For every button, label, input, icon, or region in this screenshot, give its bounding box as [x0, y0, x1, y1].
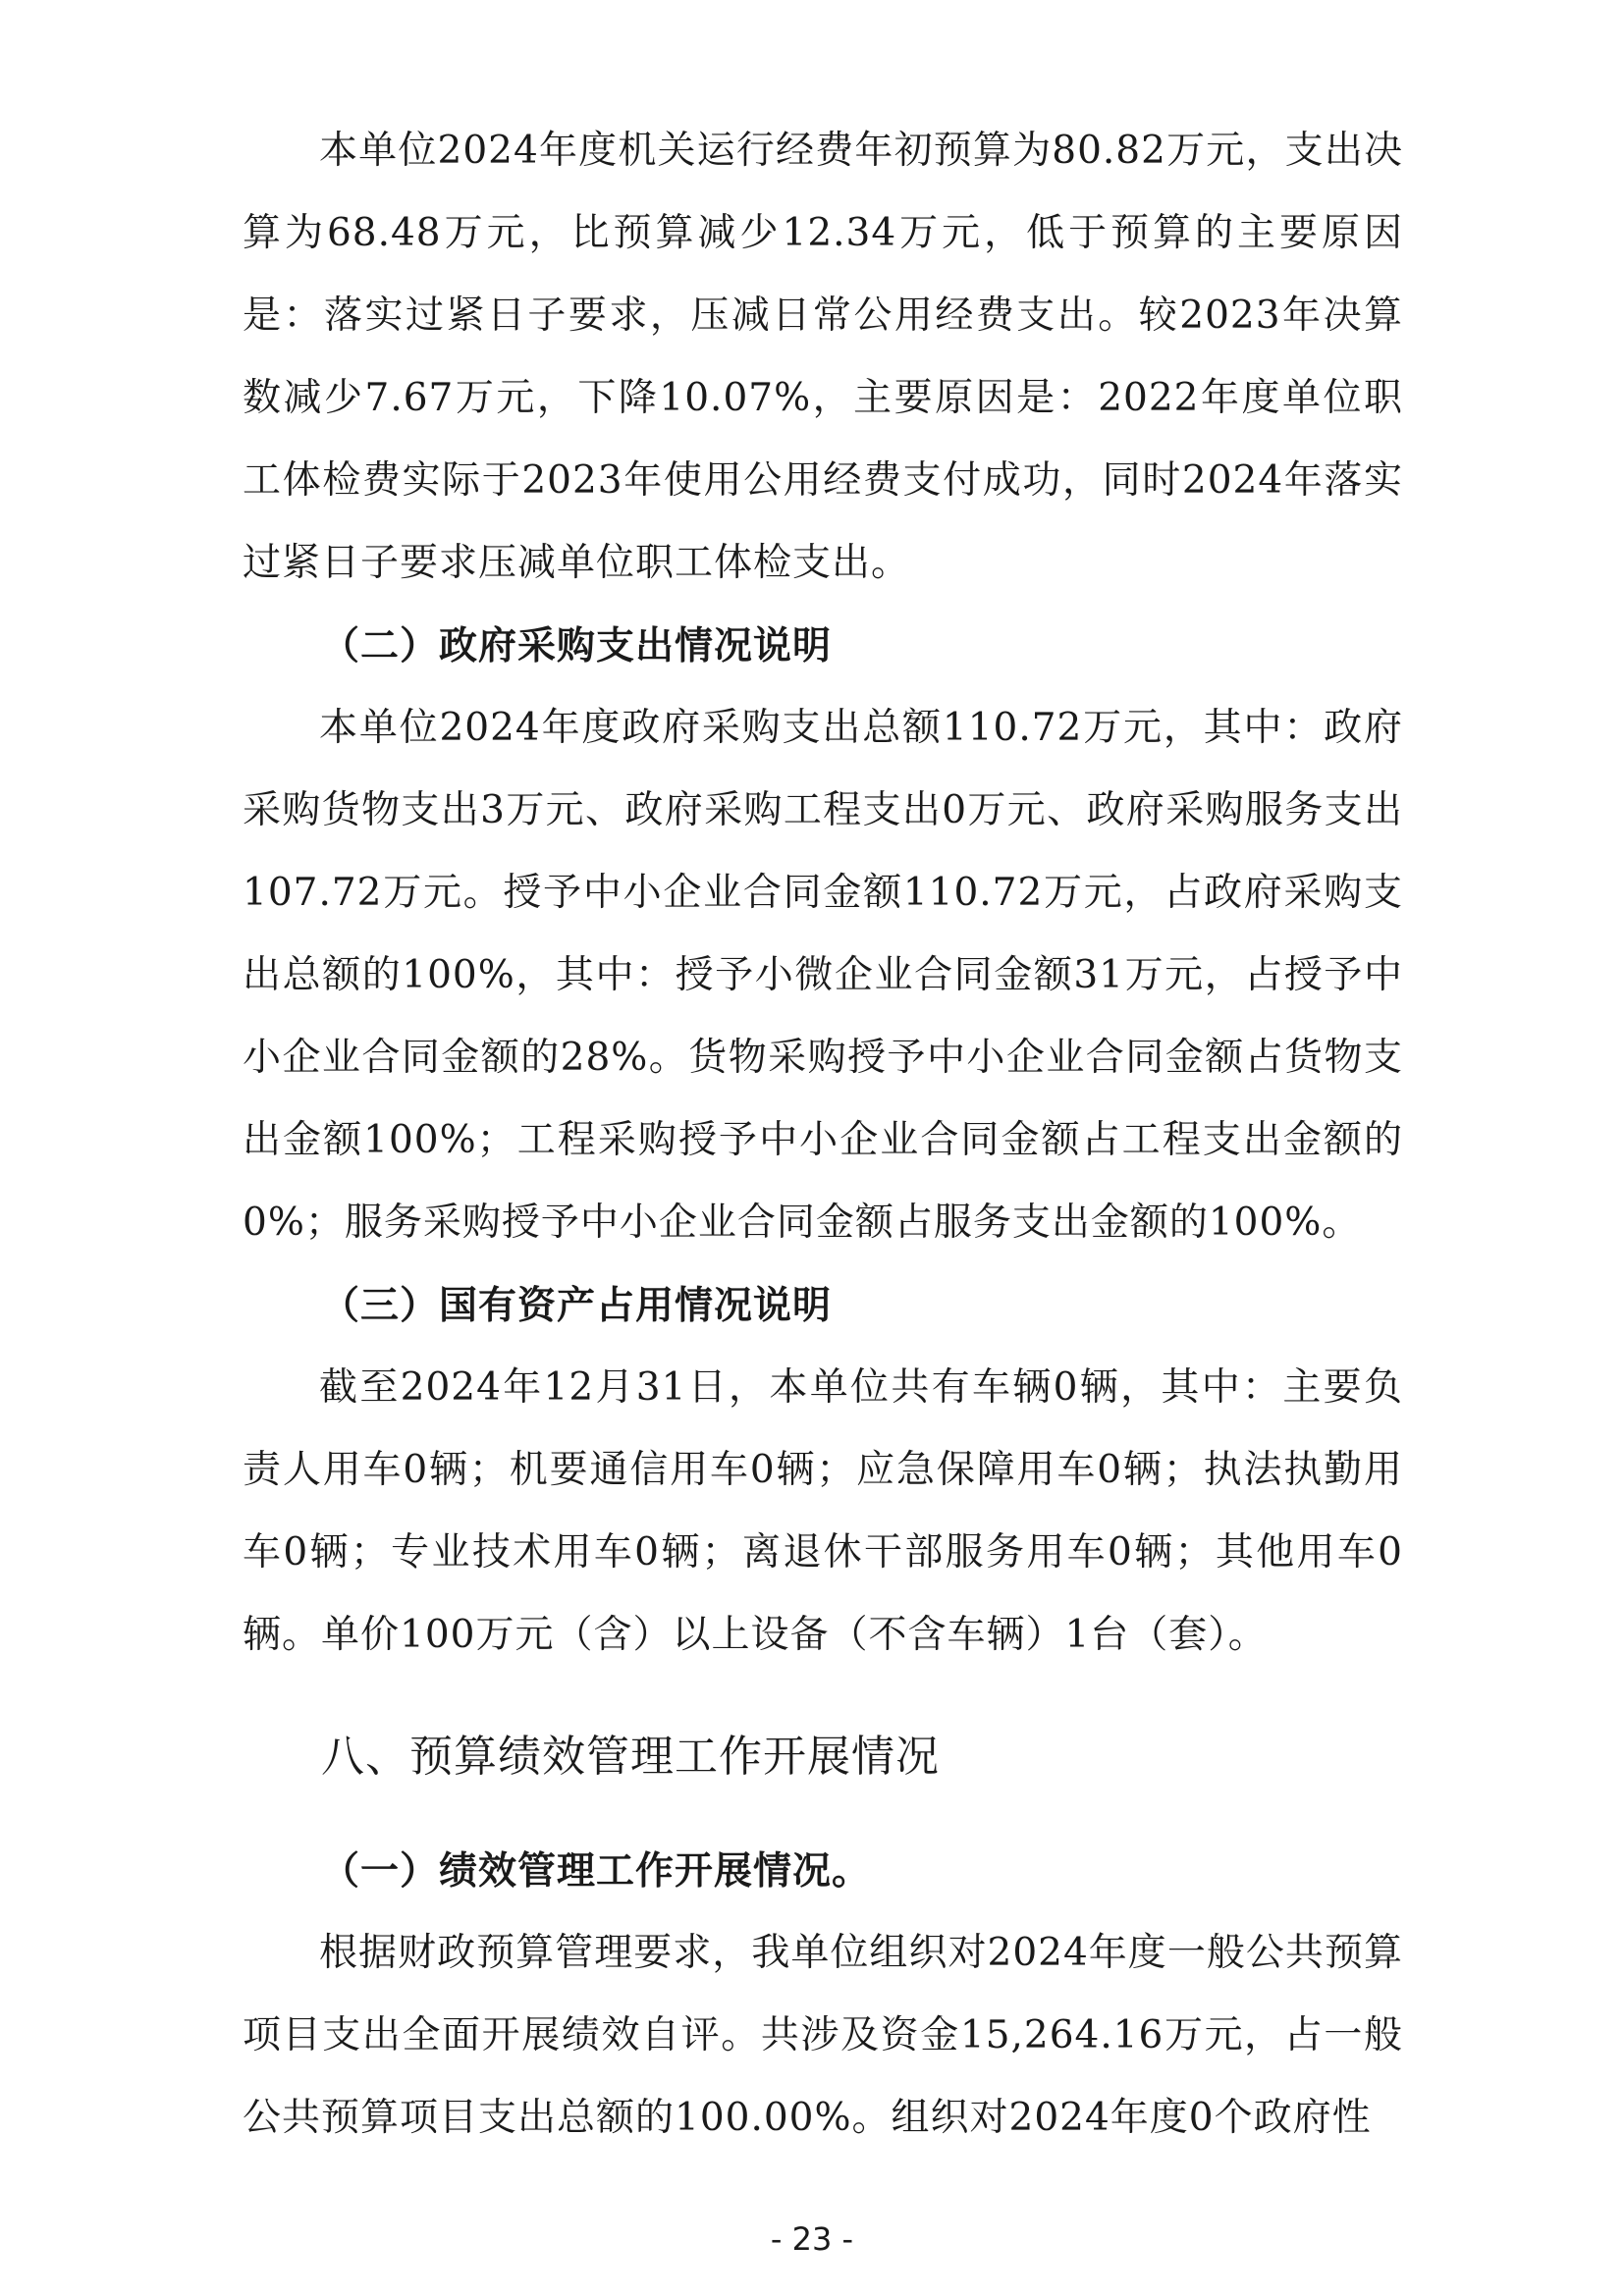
paragraph-state-assets: 截至2024年12月31日，本单位共有车辆0辆，其中：主要负责人用车0辆；机要通信用车0辆；应急保障用车0辆；执法执勤用车0辆；专业技术用车0辆；离退休干部服务用车0辆；其他用车0辆。单价100万元（含）以上设备（不含车辆）1台（套）。 — [243, 1365, 1403, 1657]
heading-state-assets: （三）国有资产占用情况说明 — [321, 1283, 833, 1328]
page-content — [243, 110, 1403, 2160]
section-title-performance-management: 八、预算绩效管理工作开展情况 — [321, 1732, 940, 1782]
paragraph-government-procurement: 本单位2024年度政府采购支出总额110.72万元，其中：政府采购货物支出3万元、政府采购工程支出0万元、政府采购服务支出107.72万元。授予中小企业合同金额110.72万元，占政府采购支出总额的100%，其中：授予小微企业合同金额31万元，占授予中小企业合同金额的28%。货物采购授予中小企业合同金额占货物支出金额100%；工程采购授予中小企业合同金额占工程支出金额的0%；服务采购授予中小企业合同金额占服务支出金额的100%。 — [243, 706, 1403, 1245]
paragraph-performance-work: 根据财政预算管理要求，我单位组织对2024年度一般公共预算项目支出全面开展绩效自评。共涉及资金15,264.16万元，占一般公共预算项目支出总额的100.00%。组织对2024年度0个政府性 — [243, 1931, 1403, 2140]
page-number: - 23 - — [770, 2220, 854, 2258]
heading-performance-work: （一）绩效管理工作开展情况。 — [321, 1848, 872, 1894]
section-spacer — [243, 1677, 1403, 1716]
section-spacer — [243, 1798, 1403, 1830]
paragraph-operating-expenses: 本单位2024年度机关运行经费年初预算为80.82万元，支出决算为68.48万元，比预算减少12.34万元，低于预算的主要原因是：落实过紧日子要求，压减日常公用经费支出。较2023年决算数减少7.67万元，下降10.07%，主要原因是：2022年度单位职工体检费实际于2023年使用公用经费支付成功，同时2024年落实过紧日子要求压减单位职工体检支出。 — [243, 129, 1403, 585]
heading-government-procurement: （二）政府采购支出情况说明 — [321, 623, 833, 668]
